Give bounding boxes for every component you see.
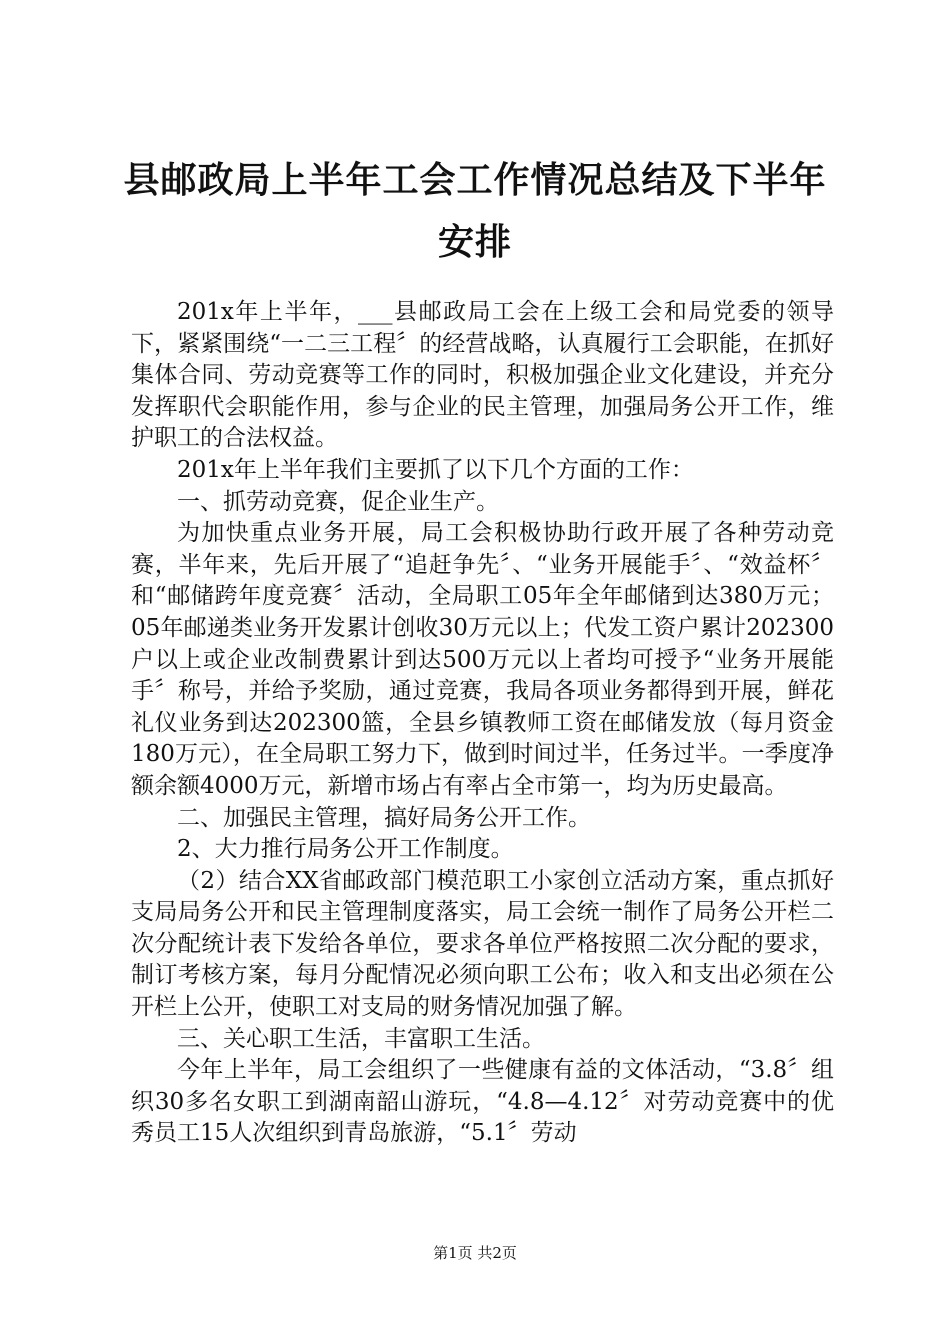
- paragraph-activities: 今年上半年，局工会组织了一些健康有益的文体活动，“3.8〞组织30多名女职工到湖南韶山游玩，“4.8—4.12〞对劳动竞赛中的优秀员工15人次组织到青岛旅游，“5.1〞劳动: [131, 1057, 834, 1147]
- page-number-footer: 第1页 共2页: [433, 1244, 517, 1262]
- document-title: 县邮政局上半年工会工作情况总结及下半年安排: [123, 160, 827, 263]
- document-body: [131, 297, 834, 1150]
- paragraph-overview: 201x年上半年我们主要抓了以下几个方面的工作：: [177, 456, 694, 483]
- paragraph-competition: 为加快重点业务开展，局工会积极协助行政开展了各种劳动竞赛，半年来，先后开展了“追赶争先〞、“业务开展能手〞、“效益杯〞和“邮储跨年度竞赛〞活动，全局职工05年全年邮储到达380万元；05年邮递类业务开发累计创收30万元以上；代发工资户累计202300户以上或企业改制费累计到达500万元以上者均可授予“业务开展能手〞称号，并给予奖励，通过竞赛，我局各项业务都得到开展，鲜花礼仪业务到达202300篮，全县乡镇教师工资在邮储发放（每月资金180万元），在全局职工努力下，做到时间过半，任务过半。一季度净额余额4000万元，新增市场占有率占全市第一，均为历史最高。: [131, 520, 834, 799]
- paragraph-intro: 201x年上半年，___县邮政局工会在上级工会和局党委的领导下，紧紧围绕“一二三工程〞的经营战略，认真履行工会职能，在抓好集体合同、劳动竞赛等工作的同时，积极加强企业文化建设，并充分发挥职代会职能作用，参与企业的民主管理，加强局务公开工作，维护职工的合法权益。: [131, 299, 834, 452]
- section-heading-1: 一、抓劳动竞赛，促企业生产。: [177, 488, 499, 515]
- section-heading-2: 二、加强民主管理，搞好局务公开工作。: [177, 804, 591, 831]
- paragraph-disclosure: （2）结合XX省邮政部门模范职工小家创立活动方案，重点抓好支局局务公开和民主管理制度落实，局工会统一制作了局务公开栏二次分配统计表下发给各单位，要求各单位严格按照二次分配的要求，制订考核方案，每月分配情况必须向职工公布；收入和支出必须在公开栏上公开，使职工对支局的财务情况加强了解。: [131, 867, 834, 1021]
- section-heading-3: 三、关心职工生活，丰富职工生活。: [177, 1025, 545, 1052]
- subsection-heading: 2、大力推行局务公开工作制度。: [177, 836, 514, 863]
